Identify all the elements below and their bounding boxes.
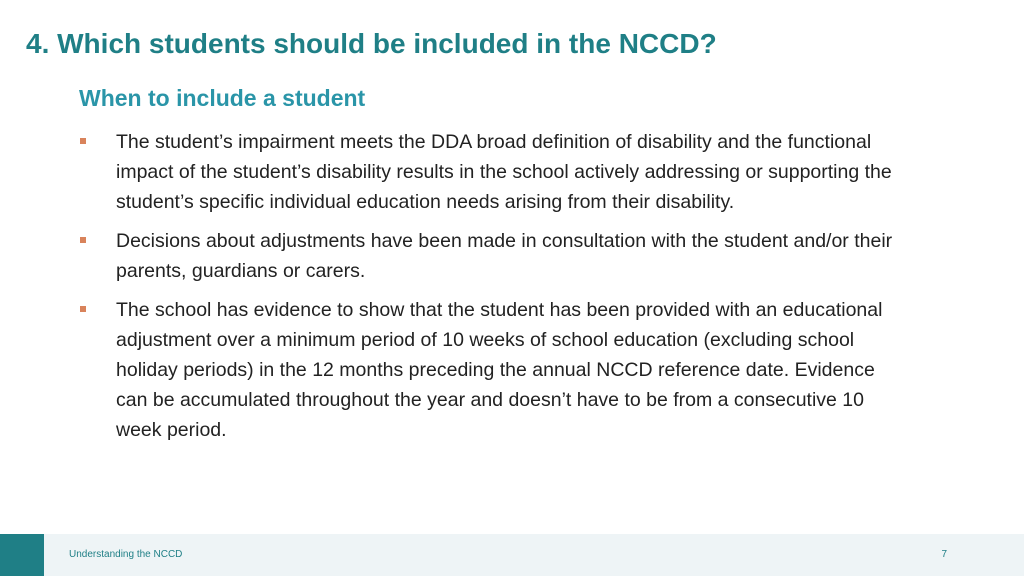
square-bullet-icon <box>80 306 86 312</box>
bullet-list <box>79 127 899 454</box>
square-bullet-icon <box>80 138 86 144</box>
bullet-item <box>79 127 899 217</box>
page-number: 7 <box>941 549 947 560</box>
footer-text: Understanding the NCCD <box>69 549 183 560</box>
footer-bar <box>0 534 1024 576</box>
slide-subtitle: When to include a student <box>79 85 366 111</box>
square-bullet-icon <box>80 237 86 243</box>
slide-title: 4. Which students should be included in the NCCD? <box>26 28 717 59</box>
bullet-text: The student’s impairment meets the DDA broad definition of disability and the functional impact of the student’s disability results in the school actively addressing or supporting the student’s specific individual education needs arising from their disability. <box>116 131 892 213</box>
bullet-item <box>79 226 899 286</box>
bullet-text: The school has evidence to show that the student has been provided with an educational adjustment over a minimum period of 10 weeks of school education (excluding school holiday periods) in the 12 months preceding the annual NCCD reference date. Evidence can be accumulated throughout the year and doesn’t have to be from a consecutive 10 week period. <box>116 299 883 441</box>
footer-accent-block <box>0 534 44 576</box>
bullet-text: Decisions about adjustments have been made in consultation with the student and/or their parents, guardians or carers. <box>116 230 893 282</box>
bullet-item <box>79 295 899 445</box>
